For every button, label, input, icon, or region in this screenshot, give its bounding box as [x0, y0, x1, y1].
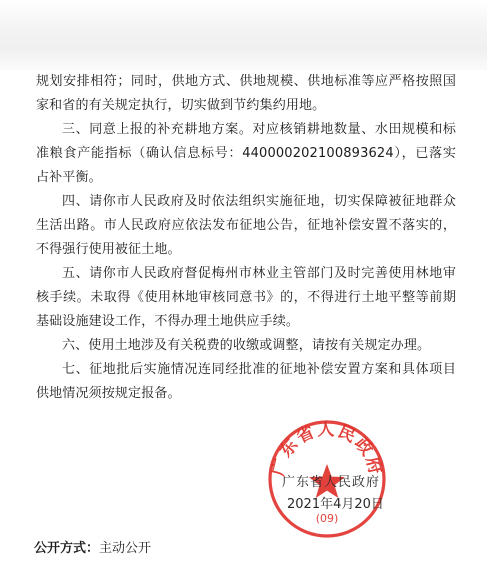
- document-body: [36, 70, 456, 406]
- disclosure-label: 公开方式：: [34, 541, 100, 556]
- svg-text:广东省人民政府: 广东省人民政府: [268, 420, 386, 479]
- paragraph-item-6: 六、使用土地涉及有关税费的收缴或调整，请按有关规定办理。: [62, 338, 431, 353]
- disclosure-value: 主动公开: [99, 541, 152, 556]
- signature-date: 2021年4月20日: [287, 497, 384, 512]
- paragraph-item-3: 三、同意上报的补充耕地方案。对应核销耕地数量、水田规模和标准粮食产能指标（确认信息标号：440000202100893624），已落实占补平衡。: [36, 122, 456, 185]
- paragraph-continuation: 规划安排相符；同时，供地方式、供地规模、供地标准等应严格按照国家和省的有关规定执行，切实做到节约集约用地。: [36, 74, 456, 113]
- svg-text:(09): (09): [315, 512, 339, 525]
- signature-organization: 广东省人民政府: [282, 475, 381, 490]
- paragraph-item-4: 四、请你市人民政府及时依法组织实施征地，切实保障被征地群众生活出路。市人民政府应依法发布征地公告，征地补偿安置不落实的，不得强行使用被征土地。: [36, 194, 456, 257]
- disclosure-method: [34, 537, 151, 556]
- page-top-shading: [0, 0, 487, 70]
- paragraph-item-5: 五、请你市人民政府督促梅州市林业主管部门及时完善使用林地审核手续。未取得《使用林地审核同意书》的，不得进行土地平整等前期基础设施建设工作，不得办理土地供应手续。: [36, 266, 456, 329]
- paragraph-item-7: 七、征地批后实施情况连同经批准的征地补偿安置方案和具体项目供地情况须按规定报备。: [36, 362, 456, 401]
